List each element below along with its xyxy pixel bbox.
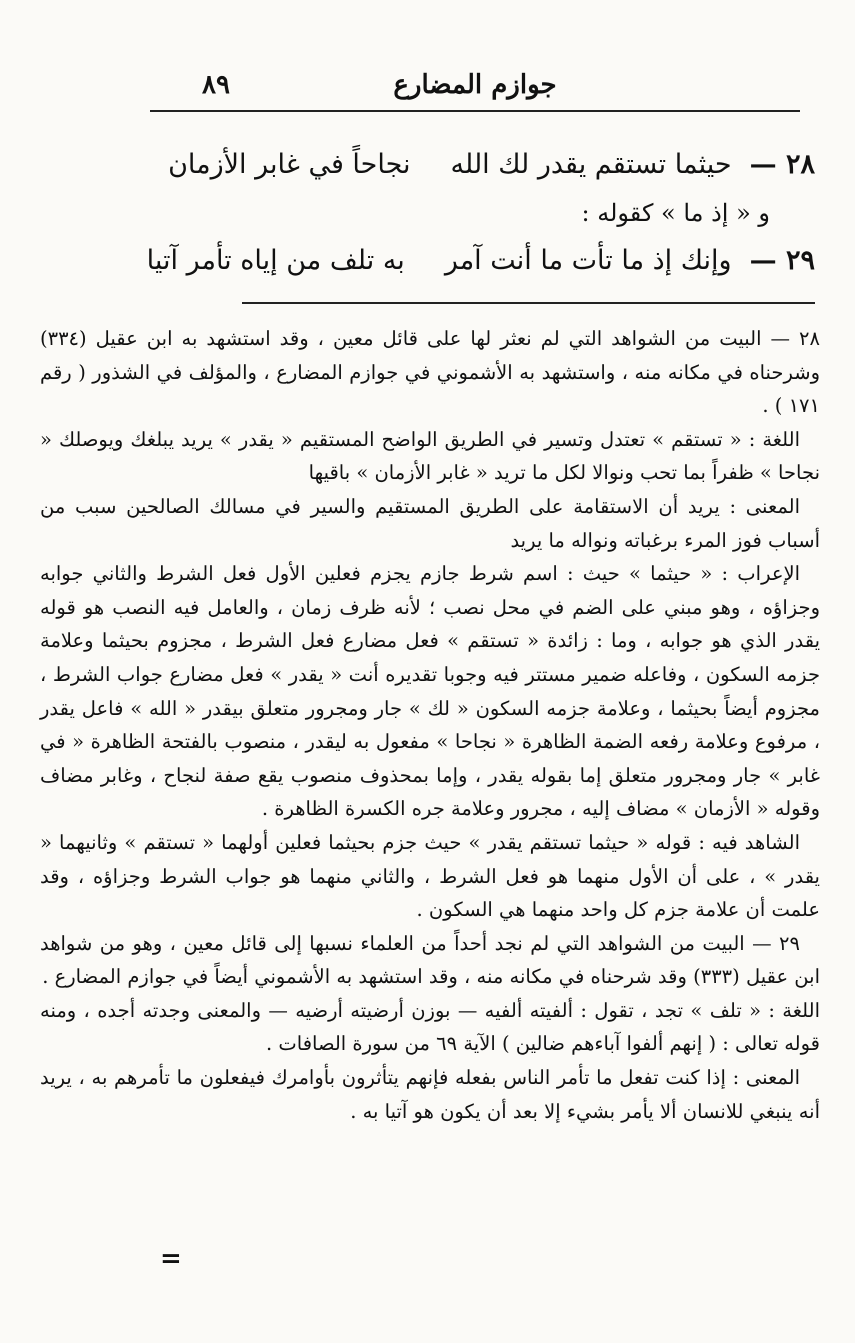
- footnote-28-language: اللغة : « تستقم » تعتدل وتسير في الطريق الواضح المستقيم « يقدر » يريد يبلغك ويوصلك « نجاحا » ظفراً بما تحب ونوالا لكل ما تريد « غابر الأزمان » باقيها: [40, 427, 820, 485]
- verse-first-hemistich: حيثما تستقم يقدر لك الله: [450, 149, 732, 180]
- continuation-mark: =: [160, 1244, 182, 1274]
- footnotes: [40, 322, 820, 1128]
- footnote-28-source: ٢٨ — البيت من الشواهد التي لم نعثر لها على قائل معين ، وقد استشهد به ابن عقيل (٣٣٤) وشرحناه في مكانه منه ، واستشهد به الأشموني في جوازم المضارع ، والمؤلف في الشذور ( رقم ١٧١ ) .: [40, 327, 820, 418]
- verse-second-hemistich: به تلف من إياه تأمر آتيا: [146, 245, 405, 276]
- header-rule: [150, 110, 800, 112]
- verse-intro-line: و « إذ ما » كقوله :: [581, 199, 770, 227]
- verses-block: [40, 140, 815, 286]
- footnote-28-parsing: الإعراب : « حيثما » حيث : اسم شرط جازم يجزم فعلين الأول فعل الشرط والثاني جوابه وجزاؤه ، وهو مبني على الضم في محل نصب ؛ لأنه ظرف زمان ، والعامل فيه النصب هو قوله يقدر الذي هو جوابه ، وما : زائدة « تستقم » فعل مضارع فعل الشرط ، مجزوم بحيثما وعلامة جزمه السكون ، وفاعله ضمير مستتر فيه وجوبا تقديره أنت « يقدر » فعل مضارع جواب الشرط ، مجزوم أيضاً بحيثما ، وعلامة جزمه السكون « لك » جار ومجرور متعلق بيقدر « الله » فاعل يقدر ، مرفوع وعلامة رفعه الضمة الظاهرة « نجاحا » مفعول به ليقدر ، منصوب بالفتحة الظاهرة « في غابر » جار ومجرور متعلق إما بقوله يقدر ، وإما بمحذوف منصوب يقع صفة لنجاح ، وغابر مضاف وقوله « الأزمان » مضاف إليه ، مجرور وعلامة جره الكسرة الظاهرة .: [40, 562, 820, 821]
- page-header: [150, 68, 800, 108]
- running-title: جوازم المضارع: [393, 70, 557, 100]
- footnote-28-evidence: الشاهد فيه : قوله « حيثما تستقم يقدر » حيث جزم بحيثما فعلين أولهما « تستقم » وثانيهما « يقدر » ، على أن الأول منهما هو فعل الشرط ، والثاني منهما هو جواب الشرط وجزاؤه ، وقد علمت أن علامة جزم كل واحد منهما هي السكون .: [40, 830, 820, 922]
- footnote-29-source: ٢٩ — البيت من الشواهد التي لم نجد أحداً من العلماء نسبها إلى قائل معين ، وهو من شواهد ابن عقيل (٣٣٣) وقد شرحناه في مكانه منه ، وقد استشهد به الأشموني أيضاً في جوازم المضارع .: [40, 931, 820, 989]
- footnote-separator: [242, 302, 815, 304]
- page-number: ٨٩: [202, 70, 230, 100]
- verse-28: [40, 140, 815, 190]
- footnote-29-meaning: المعنى : إذا كنت تفعل ما تأمر الناس بفعله فإنهم يتأثرون بأوامرك فيفعلون ما تأمرهم به ، يريد أنه ينبغي للانسان ألا يأمر بشيء إلا بعد أن يكون هو آتيا به .: [40, 1066, 820, 1123]
- verse-first-hemistich: وإنك إذ ما تأت ما أنت آمر: [444, 245, 732, 276]
- footnote-29-language: اللغة : « تلف » تجد ، تقول : ألفيته ألفيه — بوزن أرضيته أرضيه — والمعنى وجدته أجده ، ومنه قوله تعالى : ( إنهم ألفوا آباءهم ضالين ) الآية ٦٩ من سورة الصافات .: [40, 998, 820, 1056]
- verse-second-hemistich: نجاحاً في غابر الأزمان: [168, 149, 411, 180]
- verse-29: [40, 236, 815, 286]
- verse-number: ٢٨ —: [749, 149, 815, 180]
- verse-number: ٢٩ —: [749, 245, 815, 276]
- footnote-28-meaning: المعنى : يريد أن الاستقامة على الطريق المستقيم والسير في مسالك الصالحين سبب من أسباب فوز المرء برغباته ونواله ما يريد: [40, 494, 820, 552]
